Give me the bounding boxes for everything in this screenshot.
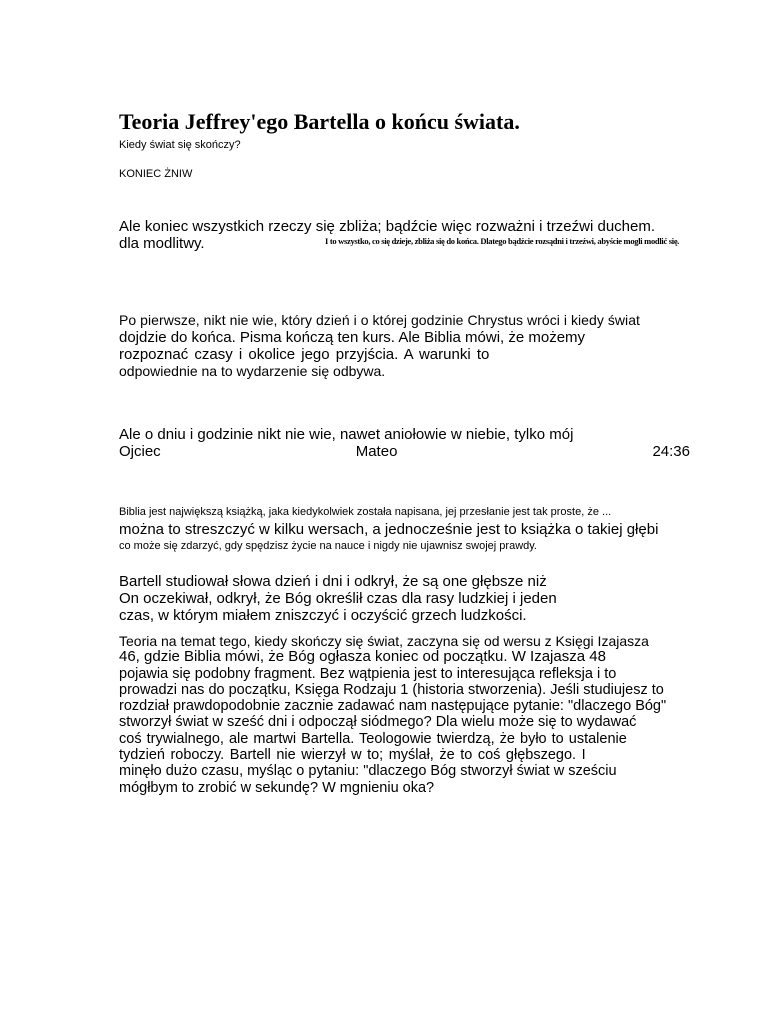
para4-line: pojawia się podobny fragment. Bez wątpienia jest to interesująca refleksja i to <box>119 665 617 682</box>
para4-line: tydzień roboczy. Bartell nie wierzył w to; myślał, że to coś głębszego. I <box>119 747 586 764</box>
para4-line: mógłbym to zrobić w sekundę? W mgnieniu oka? <box>119 779 435 796</box>
para4-line: stworzył świat w sześć dni i odpoczął siódmego? Dla wielu może się to wydawać <box>119 714 637 731</box>
para3-line: czas, w którym miałem zniszczyć i oczyścić grzech ludzkości. <box>119 607 527 624</box>
subtitle: Kiedy świat się skończy? <box>119 139 241 151</box>
para4-line: 46, gdzie Biblia mówi, że Bóg ogłasza koniec od początku. W Izajasza 48 <box>119 648 606 666</box>
page-title: Teoria Jeffrey'ego Bartella o końcu świata. <box>119 109 520 134</box>
para2-line3: co może się zdarzyć, gdy spędzisz życie na nauce i nigdy nie ujawnisz swojej prawdy. <box>119 540 537 552</box>
quote1-inset: I to wszystko, co się dzieje, zbliża się do końca. Dlatego bądźcie rozsądni i trzeźwi, abyście mogli modlić się. <box>325 236 680 246</box>
para3-line: Bartell studiował słowa dzień i dni i odkrył, że są one głębsze niż <box>119 573 547 590</box>
quote1-line1: Ale koniec wszystkich rzeczy się zbliża; bądźcie więc rozważni i trzeźwi duchem. <box>119 218 656 235</box>
para4-line: Teoria na temat tego, kiedy skończy się świat, zaczyna się od wersu z Księgi Izajasza <box>119 633 649 649</box>
para4-line: rozdział prawdopodobnie zacznie zadawać nam następujące pytanie: "dlaczego Bóg" <box>119 698 667 715</box>
paragraph-4 <box>119 633 666 796</box>
para1-line: Po pierwsze, nikt nie wie, który dzień i o której godzinie Chrystus wróci i kiedy świat <box>119 312 640 328</box>
para1-line: rozpoznać czasy i okolice jego przyjścia. A warunki to <box>119 346 490 363</box>
para1-line: odpowiednie na to wydarzenie się odbywa. <box>119 363 386 379</box>
quote2-book: Mateo <box>355 443 398 460</box>
section-heading: KONIEC ŻNIW <box>119 168 193 180</box>
para2-line1: Biblia jest największą książką, jaka kiedykolwiek została napisana, jej przesłanie jest tak proste, że ... <box>119 506 612 518</box>
para4-line: coś trywialnego, ale martwi Bartella. Teologowie twierdzą, że było to ustalenie <box>119 730 627 747</box>
quote2-word: Ojciec <box>119 443 161 460</box>
para3-line: On oczekiwał, odkrył, że Bóg określił czas dla rasy ludzkiej i jeden <box>119 590 557 607</box>
quote2-line2 <box>119 443 690 460</box>
para4-line: minęło dużo czasu, myśląc o pytaniu: "dlaczego Bóg stworzył świat w sześciu <box>119 763 617 780</box>
para1-line: dojdzie do końca. Pisma kończą ten kurs. Ale Biblia mówi, że możemy <box>119 329 586 346</box>
quote1-line2: dla modlitwy. <box>119 235 205 252</box>
paragraph-1 <box>119 312 669 380</box>
paragraph-3 <box>119 573 557 624</box>
para4-line: prowadzi nas do początku, Księga Rodzaju 1 (historia stworzenia). Jeśli studiujesz to <box>119 681 664 698</box>
quote2-line1: Ale o dniu i godzinie nikt nie wie, nawet aniołowie w niebie, tylko mój <box>119 426 574 443</box>
para2-line2: można to streszczyć w kilku wersach, a jednocześnie jest to książka o takiej głębi <box>119 521 659 538</box>
quote2-reference: 24:36 <box>652 443 690 460</box>
